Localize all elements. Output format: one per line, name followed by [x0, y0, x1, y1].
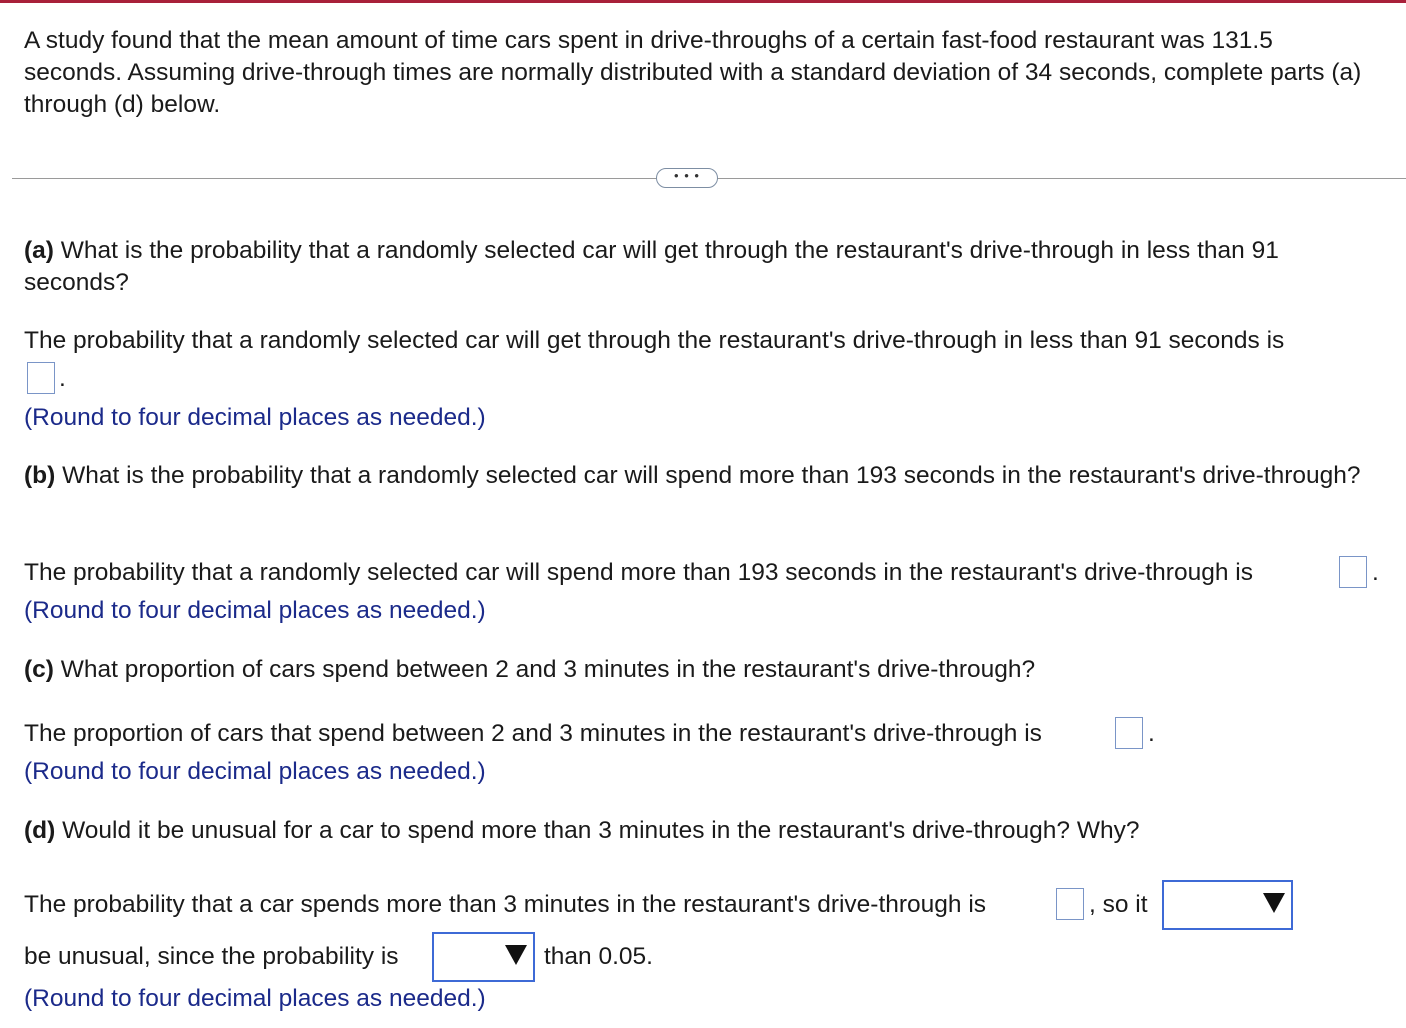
part-a-question-text: What is the probability that a randomly selected car will get through the restaurant's drive-through in less than 91 seconds?	[24, 237, 1279, 296]
part-d-comparison-dropdown[interactable]	[432, 932, 535, 982]
part-b-answer-input[interactable]	[1339, 556, 1367, 588]
part-a-answer-input[interactable]	[27, 362, 55, 394]
part-a-answer-text: The probability that a randomly selected car will get through the restaurant's drive-through in less than 91 seconds is	[24, 327, 1285, 354]
part-b-question	[24, 460, 1364, 492]
part-c-answer-text: The proportion of cars that spend between 2 and 3 minutes in the restaurant's drive-through is	[24, 720, 1042, 747]
part-c-tag: (c)	[24, 656, 54, 683]
part-c-hint: (Round to four decimal places as needed.)	[24, 758, 486, 785]
expand-button[interactable]: • • •	[656, 168, 718, 188]
part-b-answer-text: The probability that a randomly selected car will spend more than 193 seconds in the restaurant's drive-through is	[24, 559, 1253, 586]
part-c-answer-input[interactable]	[1115, 717, 1143, 749]
part-d-answer-input[interactable]	[1056, 888, 1084, 920]
part-c-question-text: What proportion of cars spend between 2 and 3 minutes in the restaurant's drive-through?	[53, 656, 1036, 683]
part-c-question	[24, 654, 1035, 686]
part-b-question-text: What is the probability that a randomly selected car will spend more than 193 seconds in the restaurant's drive-through?	[55, 462, 1361, 489]
part-d-answer-text-3: be unusual, since the probability is	[24, 943, 399, 970]
part-b-tag: (b)	[24, 462, 56, 489]
question-intro: A study found that the mean amount of time cars spent in drive-throughs of a certain fast-food restaurant was 131.5 seconds. Assuming drive-through times are normally distributed with a standard deviation of 34 seconds, complete parts (a) through (d) below.	[24, 27, 1362, 118]
part-d-answer-text-2: , so it	[1089, 891, 1148, 918]
part-d-answer-text-4: than 0.05.	[544, 943, 653, 970]
part-d-hint: (Round to four decimal places as needed.)	[24, 985, 486, 1012]
part-d-question	[24, 815, 1139, 847]
part-a-hint: (Round to four decimal places as needed.)	[24, 404, 486, 431]
part-d-tag: (d)	[24, 817, 56, 844]
part-a-period: .	[59, 365, 66, 392]
part-a-tag: (a)	[24, 237, 54, 264]
dropdown-arrow-icon	[505, 945, 527, 965]
part-b-hint: (Round to four decimal places as needed.)	[24, 597, 486, 624]
part-d-answer-text-1: The probability that a car spends more than 3 minutes in the restaurant's drive-through is	[24, 891, 987, 918]
part-d-question-text: Would it be unusual for a car to spend more than 3 minutes in the restaurant's drive-through? Why?	[55, 817, 1140, 844]
part-c-period: .	[1148, 720, 1155, 747]
top-accent-bar	[0, 0, 1406, 3]
part-b-period: .	[1372, 559, 1379, 586]
dropdown-arrow-icon	[1263, 893, 1285, 913]
part-a-question	[24, 235, 1364, 299]
part-d-unusual-dropdown[interactable]	[1162, 880, 1293, 930]
